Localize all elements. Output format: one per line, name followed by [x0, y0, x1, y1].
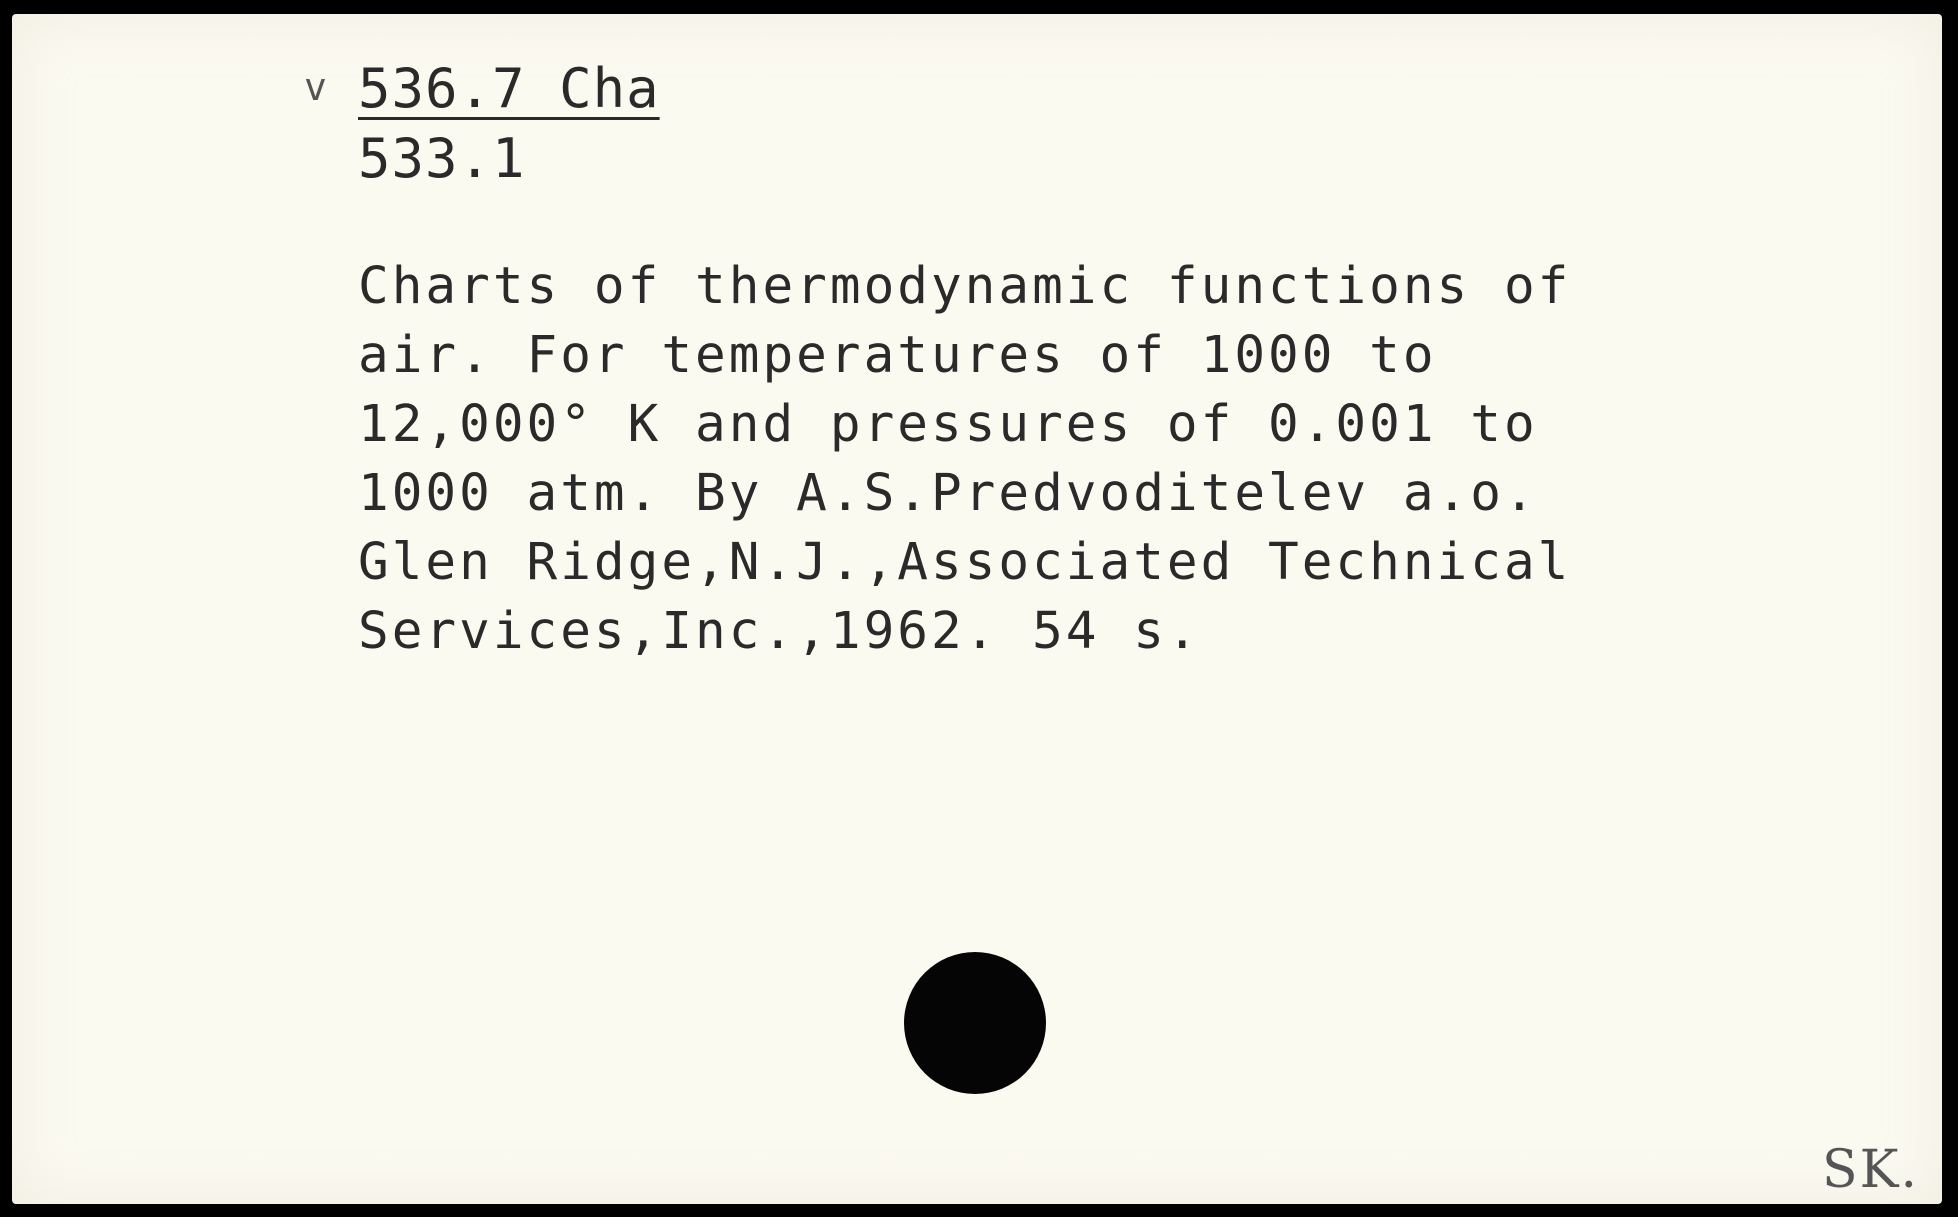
entry-line: Charts of thermodynamic functions of — [358, 257, 1572, 316]
entry-line: air. For temperatures of 1000 to — [358, 326, 1437, 385]
entry-line: 1000 atm. By A.S.Predvoditelev a.o. — [358, 464, 1538, 523]
check-mark: v — [304, 65, 327, 109]
cataloger-initials: SK. — [1822, 1140, 1919, 1200]
catalog-card — [12, 14, 1942, 1204]
bibliographic-entry — [358, 252, 1778, 666]
entry-line: Glen Ridge,N.J.,Associated Technical — [358, 533, 1572, 592]
call-number-secondary: 533.1 — [358, 127, 526, 190]
punch-hole — [904, 952, 1046, 1094]
entry-line: 12,000° K and pressures of 0.001 to — [358, 395, 1538, 454]
entry-line: Services,Inc.,1962. 54 s. — [358, 602, 1201, 661]
call-number-primary: 536.7 Cha — [358, 57, 660, 120]
